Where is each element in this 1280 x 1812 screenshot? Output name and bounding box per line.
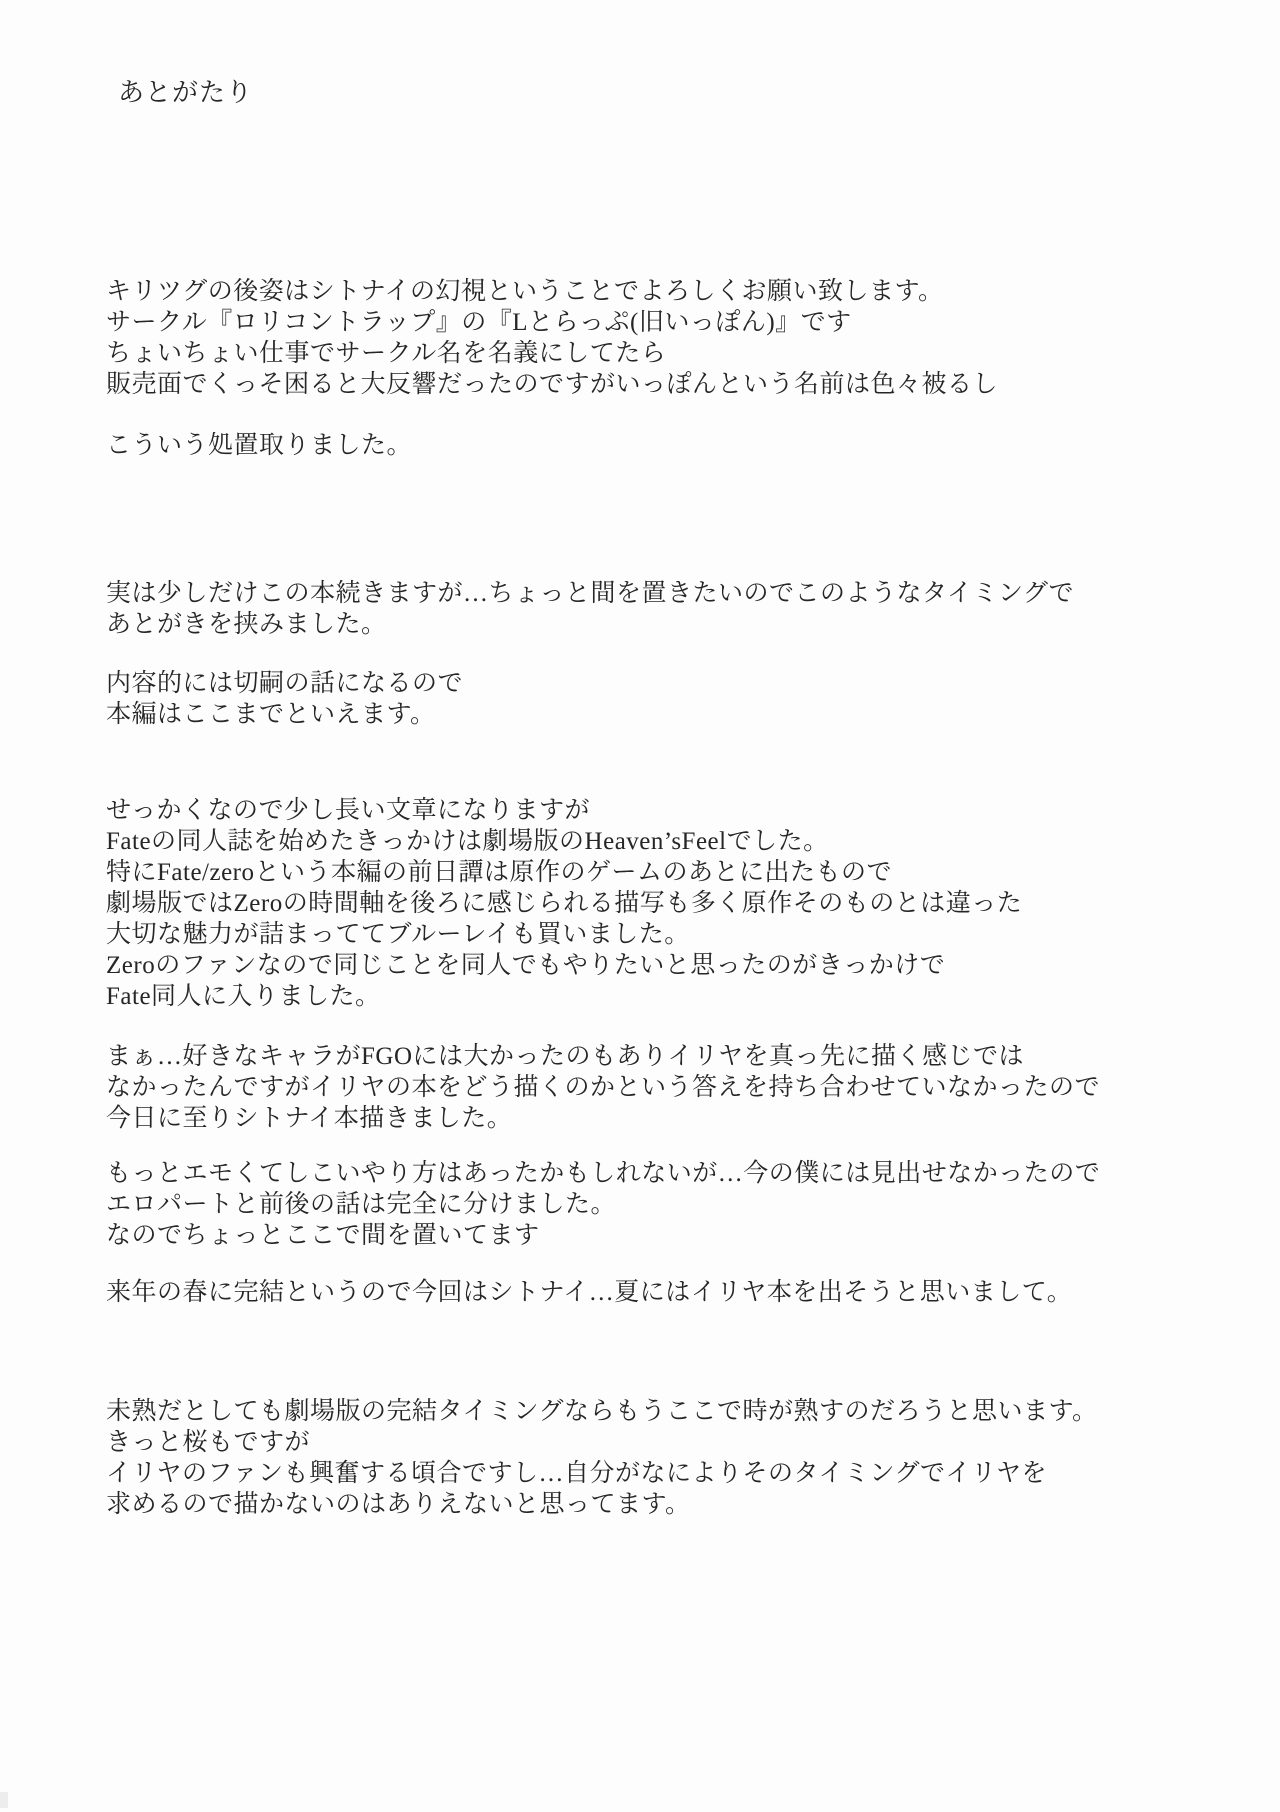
text-line: もっとエモくてしこいやり方はあったかもしれないが…今の僕には見出せなかったので xyxy=(106,1160,1101,1187)
text-line: 今日に至りシトナイ本描きました。 xyxy=(106,1105,513,1132)
text-line: 販売面でくっそ困ると大反響だったのですがいっぽんという名前は色々被るし xyxy=(106,371,999,398)
text-line: ちょいちょい仕事でサークル名を名義にしてたら xyxy=(106,340,667,367)
paragraph-next-book xyxy=(106,1277,1072,1308)
paragraph-split-parts xyxy=(106,1158,1100,1251)
text-line: せっかくなので少し長い文章になりますが xyxy=(106,797,591,824)
text-line: こういう処置取りました。 xyxy=(106,432,413,459)
paragraph-timing xyxy=(106,1396,1098,1520)
text-line: 大切な魅力が詰まっててブルーレイも買いました。 xyxy=(106,921,690,948)
text-line: イリヤのファンも興奮する頃合ですし…自分がなによりそのタイミングでイリヤを xyxy=(106,1460,1048,1487)
text-line: 内容的には切嗣の話になるので xyxy=(106,670,464,697)
text-line: 本編はここまでといえます。 xyxy=(106,701,436,728)
paragraph-fate-origin xyxy=(106,795,1022,1012)
scan-edge-artifact xyxy=(0,1792,8,1808)
text-line: キリツグの後姿はシトナイの幻視ということでよろしくお願い致します。 xyxy=(106,278,944,305)
text-line: きっと桜もですが xyxy=(106,1429,311,1456)
paragraph-measure xyxy=(106,430,412,461)
text-line: Zeroのファンなので同じことを同人でもやりたいと思ったのがきっかけで xyxy=(106,952,946,979)
text-line: 求めるので描かないのはありえないと思ってます。 xyxy=(106,1491,691,1518)
text-line: 未熟だとしても劇場版の完結タイミングならもうここで時が熟すのだろうと思います。 xyxy=(106,1398,1098,1425)
text-line: 実は少しだけこの本続きますが…ちょっと間を置きたいのでこのようなタイミングで xyxy=(106,580,1075,607)
text-line: まぁ…好きなキャラがFGOには大かったのもありイリヤを真っ先に描く感じでは xyxy=(106,1043,1025,1070)
text-line: Fate同人に入りました。 xyxy=(106,983,381,1010)
page-title: あとがたり xyxy=(118,78,254,107)
text-line: なのでちょっとここで間を置いてます xyxy=(106,1222,540,1249)
text-line: 劇場版ではZeroの時間軸を後ろに感じられる描写も多く原作そのものとは違った xyxy=(106,890,1023,917)
text-line: サークル『ロリコントラップ』の『Lとらっぷ(旧いっぽん)』です xyxy=(106,309,852,336)
text-line: 来年の春に完結というので今回はシトナイ…夏にはイリヤ本を出そうと思いまして。 xyxy=(106,1279,1073,1306)
paragraph-continuation xyxy=(106,578,1074,640)
paragraph-sitonai-book xyxy=(106,1041,1100,1134)
text-line: 特にFate/zeroという本編の前日譚は原作のゲームのあとに出たもので xyxy=(106,859,893,886)
text-line: Fateの同人誌を始めたきっかけは劇場版のHeaven’sFeelでした。 xyxy=(106,828,829,855)
text-line: あとがきを挟みました。 xyxy=(106,611,387,638)
paragraph-circle-intro xyxy=(106,276,998,400)
paragraph-story-end xyxy=(106,668,463,730)
text-line: なかったんですがイリヤの本をどう描くのかという答えを持ち合わせていなかったので xyxy=(106,1074,1101,1101)
text-line: エロパートと前後の話は完全に分けました。 xyxy=(106,1191,617,1218)
